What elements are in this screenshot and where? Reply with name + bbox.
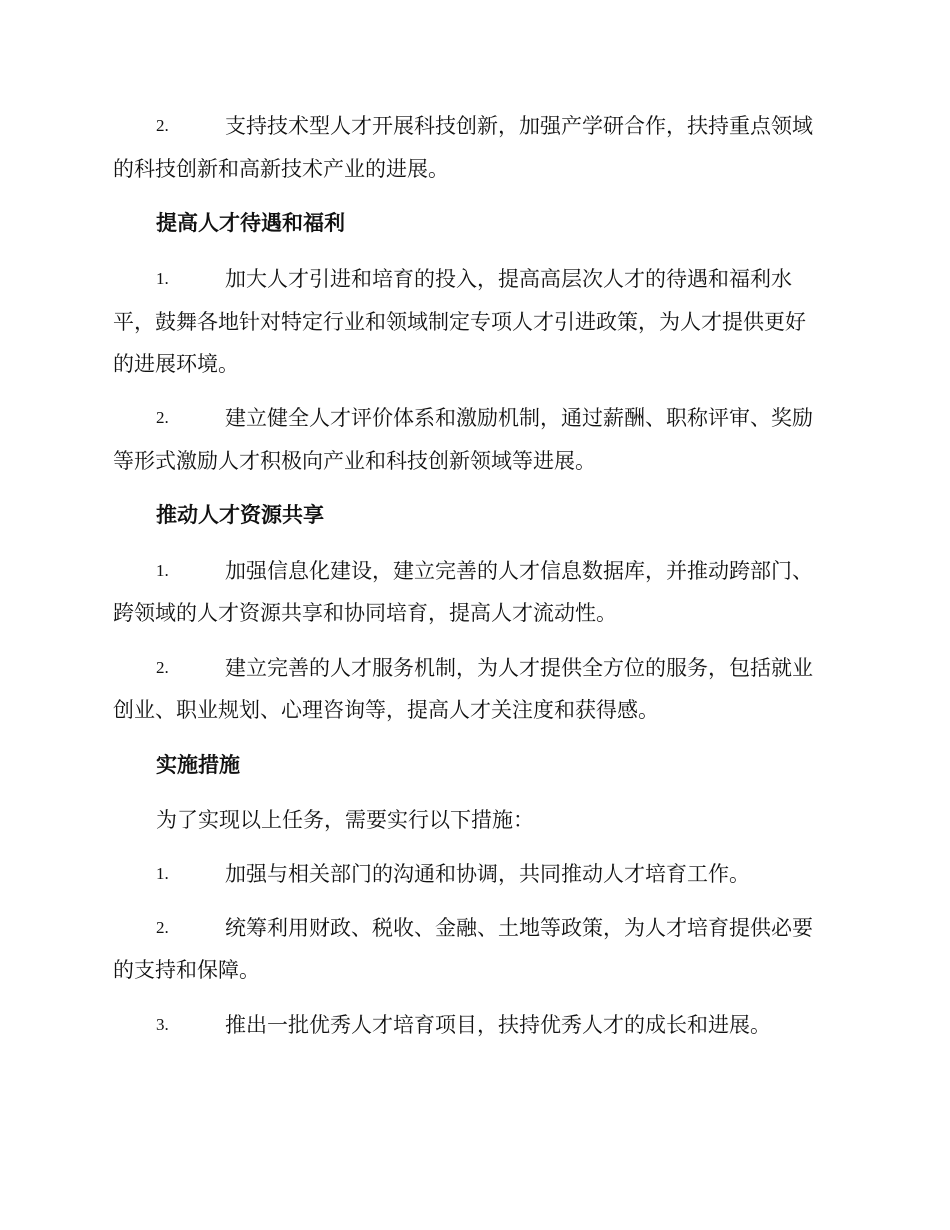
paragraph-line: [0, 593, 950, 633]
paragraph-line: [0, 302, 950, 342]
paragraph-text: 的科技创新和高新技术产业的进展。: [113, 157, 449, 181]
list-item-line: [0, 106, 950, 146]
list-item-number: 2.: [156, 116, 169, 135]
paragraph-text: 的进展环境。: [113, 352, 239, 376]
paragraph-text: 等形式激励人才积极向产业和科技创新领域等进展。: [113, 449, 596, 473]
section-heading-text: 实施措施: [156, 752, 240, 777]
section-heading: [0, 495, 950, 535]
paragraph-text: 支持技术型人才开展科技创新，加强产学研合作，扶持重点领域: [225, 114, 813, 138]
list-item-number: 1.: [156, 269, 169, 288]
paragraph-text: 创业、职业规划、心理咨询等，提高人才关注度和获得感。: [113, 698, 659, 722]
paragraph-text: 加强信息化建设，建立完善的人才信息数据库，并推动跨部门、: [225, 559, 813, 583]
paragraph-line: [0, 690, 950, 730]
list-item-line: [0, 908, 950, 948]
list-item-number: 2.: [156, 918, 169, 937]
paragraph-text: 加大人才引进和培育的投入，提高高层次人才的待遇和福利水: [225, 267, 792, 291]
list-item-number: 1.: [156, 561, 169, 580]
paragraph-line: [0, 950, 950, 990]
list-item-number: 2.: [156, 658, 169, 677]
list-item-line: [0, 648, 950, 688]
section-heading: [0, 203, 950, 243]
list-item-line: [0, 259, 950, 299]
section-heading-text: 提高人才待遇和福利: [156, 210, 345, 235]
paragraph-line: [0, 441, 950, 481]
section-heading-text: 推动人才资源共享: [156, 502, 324, 527]
list-item-line: [0, 398, 950, 438]
list-item-number: 2.: [156, 408, 169, 427]
paragraph-text: 跨领域的人才资源共享和协同培育，提高人才流动性。: [113, 601, 617, 625]
list-item-line: [0, 1005, 950, 1045]
paragraph-text: 统筹利用财政、税收、金融、土地等政策，为人才培育提供必要: [225, 916, 813, 940]
paragraph-text: 建立完善的人才服务机制，为人才提供全方位的服务，包括就业: [225, 656, 813, 680]
section-heading: [0, 745, 950, 785]
list-item-number: 1.: [156, 864, 169, 883]
paragraph-text: 的支持和保障。: [113, 958, 260, 982]
list-item-number: 3.: [156, 1015, 169, 1034]
paragraph-text: 加强与相关部门的沟通和协调，共同推动人才培育工作。: [225, 862, 750, 886]
list-item-line: [0, 854, 950, 894]
paragraph-line: [0, 344, 950, 384]
paragraph-text: 为了实现以上任务，需要实行以下措施：: [156, 808, 534, 832]
paragraph-text: 推出一批优秀人才培育项目，扶持优秀人才的成长和进展。: [225, 1013, 771, 1037]
paragraph-line: [0, 800, 950, 840]
list-item-line: [0, 551, 950, 591]
paragraph-line: [0, 149, 950, 189]
paragraph-text: 建立健全人才评价体系和激励机制，通过薪酬、职称评审、奖励: [225, 406, 813, 430]
paragraph-text: 平，鼓舞各地针对特定行业和领域制定专项人才引进政策，为人才提供更好: [113, 310, 806, 334]
